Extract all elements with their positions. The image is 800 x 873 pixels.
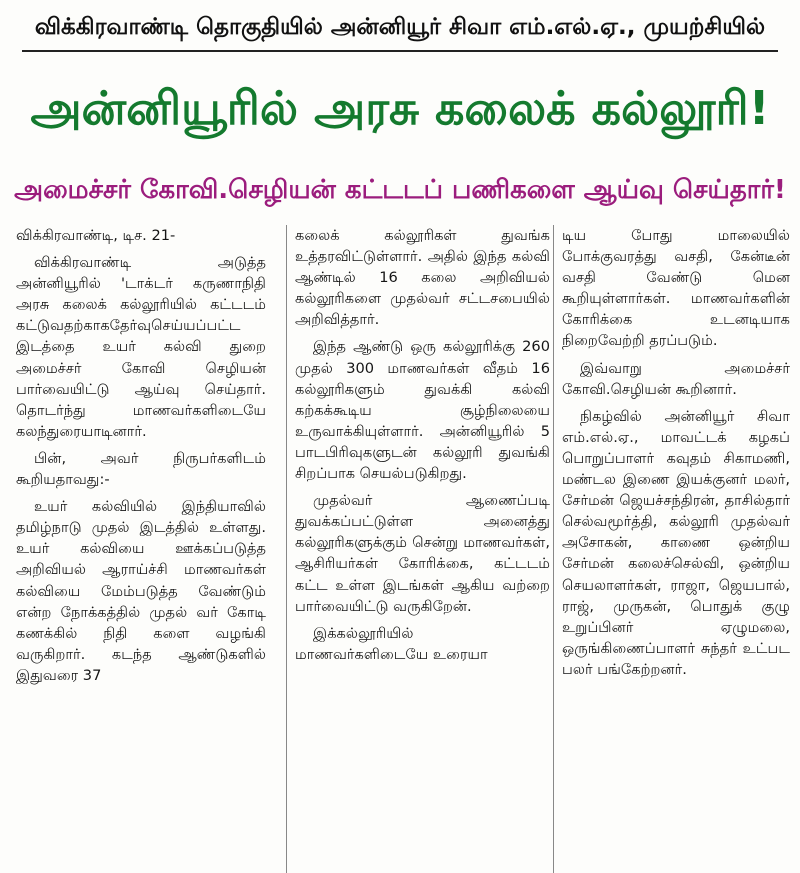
paragraph: விக்கிரவாண்டி அடுத்த அன்னியூரில் 'டாக்டர் கருணாநிதி அரசு கலைக் கல்லூரியில் கட்டடம் கட்டுவதற்காகதேர்வுசெய்யப்பட்ட இடத்தை உயர் கல்வி துறை அமைச்சர் கோவி செழியன் பார்வையிட்டு ஆய்வு செய்தார். தொடர்ந்து மாணவர்களிடையே கலந்துரையாடினார். bbox=[16, 254, 266, 440]
paragraph: கலைக் கல்லூரிகள் துவங்க உத்தரவிட்டுள்ளார். அதில் இந்த கல்வி ஆண்டில் 16 கலை அறிவியல் கல்லூரிகளை முதல்வர் சட்டசபையில் அறிவித்தார். bbox=[295, 227, 550, 329]
paragraph: பின், அவர் நிருபர்களிடம் கூறியதாவது:- bbox=[16, 449, 266, 489]
subheadline: அமைச்சர் கோவி.செழியன் கட்டடப் பணிகளை ஆய்வு செய்தார்! bbox=[14, 175, 786, 205]
headline: அன்னியூரில் அரசு கலைக் கல்லூரி! bbox=[30, 81, 770, 135]
paragraph: இந்த ஆண்டு ஒரு கல்லூரிக்கு 260 முதல் 300 மாணவர்கள் வீதம் 16 கல்லூரிகளும் துவக்கி கல்வி கற்கக்கூடிய சூழ்நிலையை உருவாக்கியுள்ளார். அன்னியூரில் 5 பாடபிரிவுகளுடன் கல்லூரி துவங்கி சிறப்பாக செயல்படுகிறது. bbox=[295, 338, 550, 483]
paragraph: டிய போது மாலையில் போக்குவரத்து வசதி, கேன்டீன் வசதி வேண்டு மென கூறியுள்ளார்கள். மாணவர்களின் கோரிக்கை உடனடியாக நிறைவேற்றி தரப்படும். bbox=[562, 227, 790, 350]
dateline: விக்கிரவாண்டி, டிச. 21- bbox=[16, 227, 176, 244]
article-column-1 bbox=[16, 225, 266, 873]
kicker-line: விக்கிரவாண்டி தொகுதியில் அன்னியூர் சிவா எம்.எல்.ஏ., முயற்சியில் bbox=[22, 6, 778, 52]
paragraph: உயர் கல்வியில் இந்தியாவில் தமிழ்நாடு முதல் இடத்தில் உள்ளது. உயர் கல்வியை ஊக்கப்படுத்த அறிவியல் ஆராய்ச்சி மாணவர்கள் கல்வியை மேம்படுத்த வேண்டும் என்ற நோக்கத்தில் முதல் வர் கோடி கணக்கில் நிதி களை வழங்கி வருகிறார். கடந்த ஆண்டுகளில் இதுவரை 37 bbox=[16, 498, 266, 684]
article-body bbox=[8, 225, 792, 873]
article-column-2 bbox=[286, 225, 550, 873]
article-column-3 bbox=[553, 225, 790, 873]
paragraph: நிகழ்வில் அன்னியூர் சிவா எம்.எல்.ஏ., மாவட்டக் கழகப் பொறுப்பாளர் கவுதம் சிகாமணி, மண்டல இணை இயக்குனர் மலர், சேர்மன் ஜெயச்சந்திரன், தாசில்தார் செல்வமூர்த்தி, கல்லூரி முதல்வர் அசோகன், காணை ஒன்றிய சேர்மன் கலைச்செல்வி, ஒன்றிய செயலாளர்கள், ராஜா, ஜெயபால், ராஜ், முருகன், பொதுக் குழு உறுப்பினர் ஏழுமலை, ஒருங்கிணைப்பாளர் சுந்தர் உட்பட பலர் பங்கேற்றனர். bbox=[562, 407, 790, 678]
paragraph: இக்கல்லூரியில் மாணவர்களிடையே உரையா bbox=[295, 624, 488, 663]
paragraph: முதல்வர் ஆணைப்படி துவக்கப்பட்டுள்ள அனைத்து கல்லூரிகளுக்கும் சென்று மாணவர்கள், ஆசிரியர்கள் கோரிக்கை, கட்டடம் கட்ட உள்ள இடங்கள் ஆகிய வற்றை பார்வையிட்டு வருகிறேன். bbox=[295, 492, 550, 615]
paragraph: இவ்வாறு அமைச்சர் கோவி.செழியன் கூறினார். bbox=[562, 359, 790, 398]
